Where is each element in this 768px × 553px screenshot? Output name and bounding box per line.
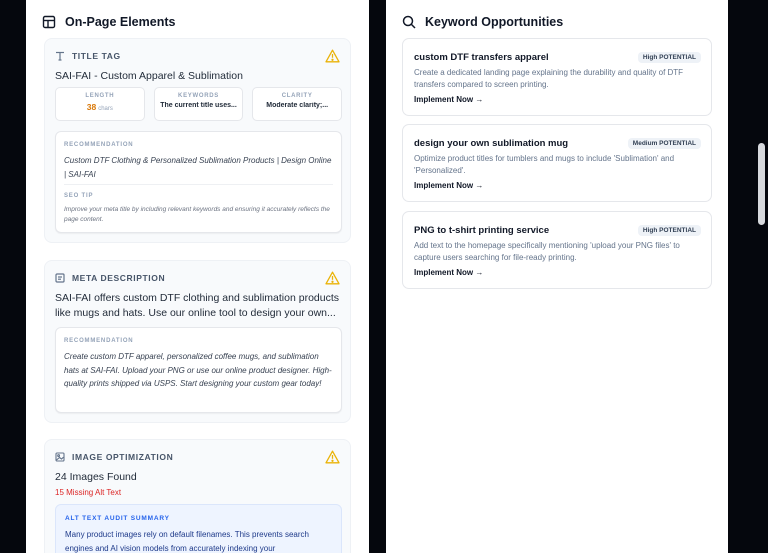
keyword-description: Create a dedicated landing page explaining the durability and quality of DTF transfers compared to screen printing. xyxy=(414,68,684,89)
warning-icon xyxy=(325,49,340,63)
alt-text-audit-text: Many product images rely on default filenames. This prevents search engines and AI vision models from accurately indexing your xyxy=(65,530,309,553)
implement-now-button[interactable]: Implement Now → xyxy=(414,181,484,190)
on-page-elements-heading xyxy=(42,15,175,29)
panel-title-text: Keyword Opportunities xyxy=(425,15,564,29)
potential-badge: High POTENTIAL xyxy=(638,52,701,63)
title-recommendation-box: RECOMMENDATION Custom DTF Clothing & Personalized Sublimation Products | Design Online | SAI-FAI SEO TIP Improve your meta title by including relevant keywords and ensuring it accurately reflects the page content. xyxy=(55,131,342,233)
page-scrollbar[interactable] xyxy=(758,143,765,225)
images-found: 24 Images Found xyxy=(55,471,137,483)
keyword-card xyxy=(402,211,712,289)
keyword-opportunities-panel xyxy=(386,0,728,553)
meta-description-value: SAI-FAI offers custom DTF clothing and sublimation products like mugs and hats. Use our online tool to design your own... xyxy=(55,292,340,319)
clarity-metric: CLARITY Moderate clarity;... xyxy=(252,87,342,121)
keyword-title: PNG to t-shirt printing service xyxy=(414,225,550,236)
image-optimization-card xyxy=(44,439,351,553)
meta-description-heading: META DESCRIPTION xyxy=(72,273,166,283)
title-tag-card xyxy=(44,38,351,243)
implement-now-button[interactable]: Implement Now → xyxy=(414,268,484,277)
potential-badge: Medium POTENTIAL xyxy=(628,138,701,149)
search-icon xyxy=(402,15,416,29)
potential-badge: High POTENTIAL xyxy=(638,225,701,236)
length-metric: LENGTH 38 chars xyxy=(55,87,145,121)
title-metrics xyxy=(55,87,342,121)
keywords-metric: KEYWORDS The current title uses... xyxy=(154,87,244,121)
image-icon xyxy=(55,452,65,462)
panel-title-text: On-Page Elements xyxy=(65,15,176,29)
meta-description-card xyxy=(44,260,351,423)
keyword-title: custom DTF transfers apparel xyxy=(414,52,549,63)
title-tag-value: SAI-FAI - Custom Apparel & Sublimation xyxy=(55,70,243,82)
warning-icon xyxy=(325,271,340,285)
keyword-card xyxy=(402,38,712,116)
on-page-elements-panel xyxy=(26,0,369,553)
seo-tip-text: Improve your meta title by including relevant keywords and ensuring it accurately reflects the page content. xyxy=(64,206,330,223)
length-number: 38 xyxy=(86,102,97,112)
title-recommendation-text[interactable]: Custom DTF Clothing & Personalized Sublimation Products | Design Online | SAI-FAI xyxy=(64,156,332,179)
implement-now-button[interactable]: Implement Now → xyxy=(414,95,484,104)
title-tag-heading: TITLE TAG xyxy=(72,51,121,61)
title-icon xyxy=(55,51,65,61)
warning-icon xyxy=(325,450,340,464)
keyword-opportunities-heading xyxy=(402,15,563,29)
keyword-description: Optimize product titles for tumblers and mugs to include 'Sublimation' and 'Personalized'. xyxy=(414,154,675,175)
meta-recommendation-box: RECOMMENDATION Create custom DTF apparel, personalized coffee mugs, and sublimation hats at SAI-FAI. Upload your PNG or use our online product designer. High-quality prints shipped via USPS. Start designing your custom gear today! xyxy=(55,327,342,413)
image-optimization-heading: IMAGE OPTIMIZATION xyxy=(72,452,174,462)
keyword-card xyxy=(402,124,712,202)
keyword-description: Add text to the homepage specifically mentioning 'upload your PNG files' to capture users searching for file-ready printing. xyxy=(414,241,680,262)
layout-icon xyxy=(42,15,56,29)
missing-alt-text: 15 Missing Alt Text xyxy=(55,488,122,497)
meta-icon xyxy=(55,273,65,283)
meta-recommendation-text[interactable]: Create custom DTF apparel, personalized coffee mugs, and sublimation hats at SAI-FAI. Upload your PNG or use our online product designer. High-quality prints shipped via USPS. Start designing your custom gear today! xyxy=(64,352,332,388)
alt-text-audit-box: ALT TEXT AUDIT SUMMARY Many product images rely on default filenames. This prevents search engines and AI vision models from accurately indexing your xyxy=(55,504,342,553)
keyword-title: design your own sublimation mug xyxy=(414,138,569,149)
